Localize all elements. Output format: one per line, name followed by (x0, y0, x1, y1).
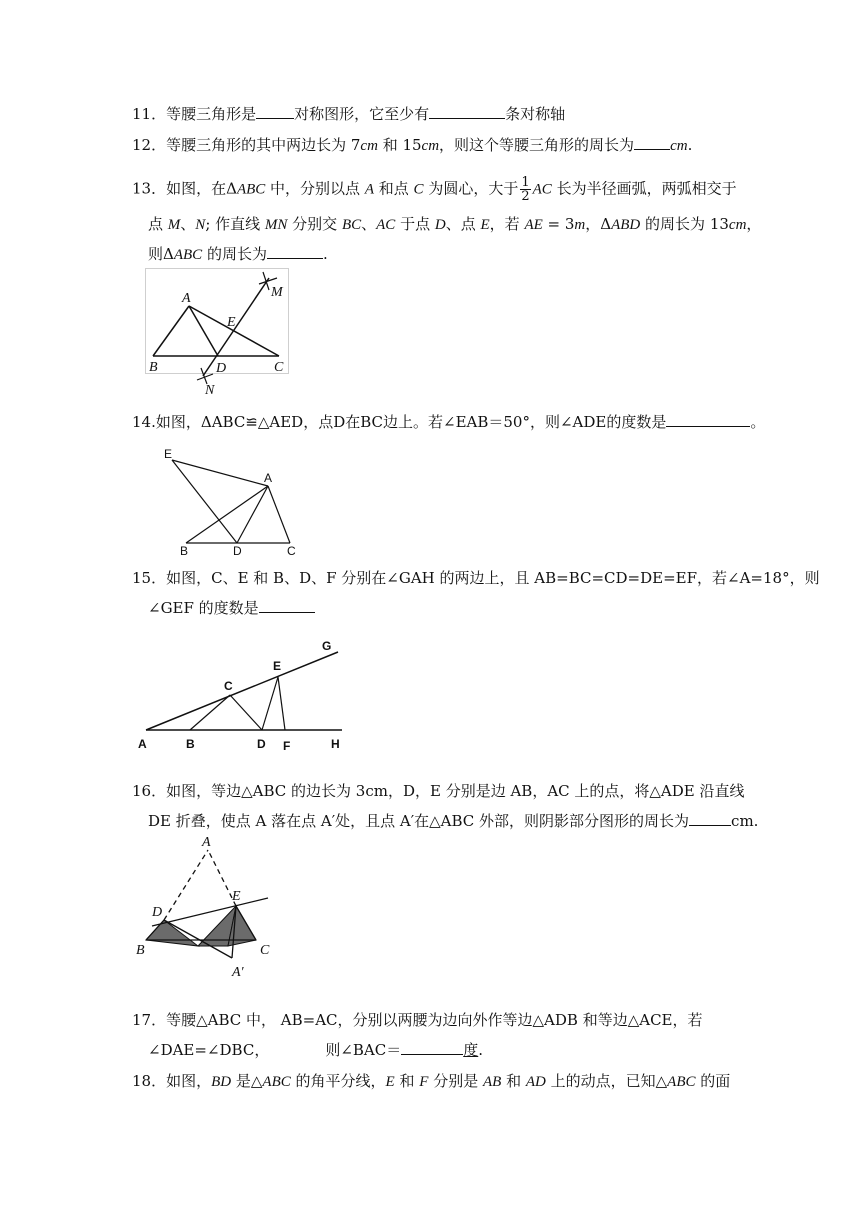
figure-14 (158, 444, 308, 560)
segment-ea (172, 460, 268, 486)
question-number: 11． (132, 105, 167, 123)
segment-cd (230, 695, 262, 730)
label-a: A (264, 471, 273, 485)
label-e: E (164, 447, 173, 461)
question-17-line1: 17．等腰△ABC 中， AB=AC，分别以两腰为边向外作等边△ADB 和等边△ACE，若 (132, 1011, 703, 1029)
label-b: B (136, 943, 145, 958)
label-h: H (331, 737, 340, 751)
question-17-line2: ∠DAE=∠DBC， 则∠BAC＝ 度. (148, 1041, 484, 1059)
label-e: E (273, 659, 282, 673)
question-number: 15． (132, 569, 167, 587)
question-11: 11．等腰三角形是 对称图形，它至少有 条对称轴 (132, 105, 566, 123)
question-15-line2: ∠GEF 的度数是 (148, 598, 315, 618)
answer-blank[interactable] (689, 811, 731, 826)
label-a: A (138, 737, 147, 751)
segment-ef (278, 677, 285, 730)
segment-bc (190, 695, 230, 730)
line-mn (203, 278, 269, 376)
arc-mark-n (197, 368, 213, 384)
question-number: 17． (132, 1011, 167, 1029)
label-e: E (232, 889, 241, 904)
question-number: 12． (132, 136, 167, 154)
label-b: B (186, 737, 195, 751)
label-c: C (287, 544, 296, 558)
question-16-line1: 16．如图，等边△ABC 的边长为 3cm，D，E 分别是边 AB，AC 上的点，将△ADE 沿直线 (132, 782, 745, 800)
question-18: 18．如图，BD 是△ABC 的角平分线，E 和 F 分别是 AB 和 AD 上的动点，已知△ABC 的面 (132, 1072, 731, 1090)
answer-blank[interactable] (256, 104, 294, 119)
label-n: N (205, 383, 215, 398)
label-a-prime: A′ (232, 965, 244, 980)
fraction-half: $\frac{1}{2}$ (521, 175, 530, 204)
label-d: D (216, 361, 227, 376)
question-number: 18． (132, 1072, 167, 1090)
answer-blank[interactable] (267, 244, 323, 259)
segment-ad (237, 486, 268, 543)
label-c: C (274, 360, 284, 375)
label-g: G (322, 639, 332, 653)
question-number: 13． (132, 179, 167, 198)
label-b: B (149, 360, 158, 375)
figure-16 (132, 834, 282, 984)
label-b: B (180, 544, 189, 558)
ray-ag (146, 652, 338, 730)
question-13-line3: 则ΔABC 的周长为 . (148, 245, 328, 263)
answer-blank[interactable] (259, 598, 315, 613)
label-e: E (227, 315, 236, 330)
label-a: A (182, 291, 191, 306)
label-d: D (257, 737, 266, 751)
label-a: A (202, 835, 211, 850)
segment-ab (153, 306, 189, 356)
figure-15 (132, 632, 348, 754)
label-d: D (152, 905, 163, 920)
label-m: M (271, 285, 283, 300)
label-f: F (283, 739, 291, 753)
question-13-line1: 13．如图，在ΔABC 中，分别以点 A 和点 C 为圆心，大于 $\frac{1}{2}$ AC 长为半径画弧，两弧相交于 (132, 175, 737, 204)
label-d: D (233, 544, 242, 558)
question-14: 14.如图，ΔABC≌△AED，点D在BC边上。若∠EAB＝50°，则∠ADE的度数是 。 (132, 413, 766, 431)
question-12: 12．等腰三角形的其中两边长为 7cm 和 15cm，则这个等腰三角形的周长为 cm. (132, 136, 693, 154)
answer-blank[interactable] (429, 104, 505, 119)
segment-ac (268, 486, 290, 543)
answer-blank[interactable] (634, 135, 670, 150)
question-13-line2: 点 M、N; 作直线 MN 分别交 BC、AC 于点 D、点 E，若 AE = 3m，ΔABD 的周长为 13cm， (148, 215, 762, 233)
answer-blank[interactable] (666, 412, 750, 427)
question-15-line1: 15．如图，C、E 和 B、D、F 分别在∠GAH 的两边上，且 AB=BC=CD=DE=EF，若∠A=18°，则 (132, 569, 820, 587)
label-c: C (224, 679, 233, 693)
figure-13 (145, 268, 289, 398)
segment-de (262, 677, 278, 730)
label-c: C (260, 943, 270, 958)
question-16-line2: DE 折叠，使点 A 落在点 A′处，且点 A′在△ABC 外部，则阴影部分图形的周长为 cm. (148, 812, 759, 830)
answer-blank[interactable] (401, 1040, 463, 1055)
question-number: 16． (132, 782, 167, 800)
dashed-da (164, 850, 208, 920)
